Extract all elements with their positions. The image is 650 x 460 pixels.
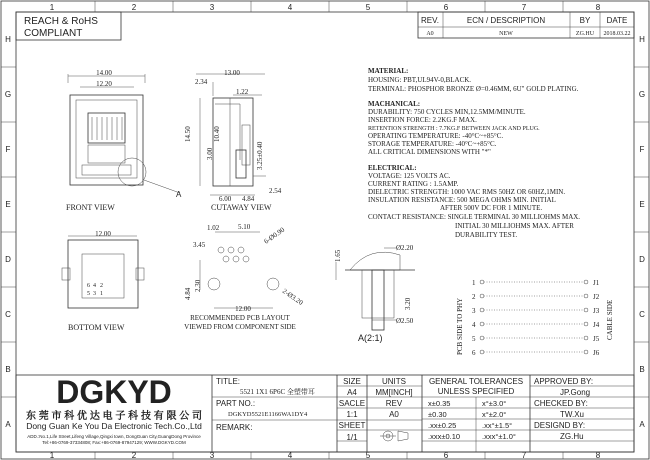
- schematic-left-pin: 1: [472, 279, 476, 287]
- date-value: 2018.03.22: [603, 31, 631, 37]
- mechanical-line: RETENTION STRENGTH : 7.7KG.F BETWEEN JACK AND PLUG.: [368, 126, 540, 132]
- grid-col-label: 8: [595, 451, 601, 460]
- detail-a: [334, 244, 415, 343]
- mechanical-title: MACHANICAL:: [368, 100, 421, 108]
- specifications: [368, 67, 580, 239]
- schematic-left-pin: 2: [472, 293, 476, 301]
- grid-row-label: G: [638, 90, 646, 99]
- bottom-view-caption: BOTTOM VIEW: [68, 323, 125, 332]
- front-dim-width: 14.00: [96, 69, 112, 77]
- tolerance-linear: .xx±0.25: [428, 421, 457, 430]
- cutaway-dim-6: 3.00: [206, 147, 214, 160]
- company-logo: DGKYD: [56, 374, 172, 410]
- by-header: BY: [579, 16, 591, 25]
- schematic: [456, 279, 614, 357]
- grid-row-label: A: [639, 420, 645, 429]
- rev-block-value: A0: [389, 410, 399, 419]
- sheet-value: 1/1: [346, 433, 358, 442]
- schematic-right-pin: J2: [593, 293, 600, 301]
- cutaway-view-caption: CUTAWAY VIEW: [211, 203, 272, 212]
- detail-dim-1: 1.65: [334, 249, 342, 262]
- tolerance-linear: x±0.35: [428, 399, 451, 408]
- grid-col-label: 1: [49, 3, 55, 12]
- pcb-dim-6: 4.84: [184, 287, 192, 300]
- pcb-layout: [184, 223, 305, 331]
- material-line: HOUSING: PBT,UL94V-0,BLACK.: [368, 76, 472, 84]
- tolerance-angular: .xxx°±1.0°: [482, 432, 516, 441]
- compliance-box: [16, 12, 121, 40]
- pcb-dim-7: 12.00: [235, 305, 251, 313]
- mechanical-line: DURABILITY: 750 CYCLES MIN,12.5MM/MINUTE.: [368, 108, 526, 116]
- ecn-value: NEW: [499, 31, 513, 37]
- grid-col-label: 5: [365, 451, 371, 460]
- cutaway-dim-4: 14.50: [184, 126, 192, 142]
- pcb-dim-5: 2.30: [194, 279, 202, 292]
- projection-symbol-icon: [380, 431, 408, 441]
- detail-marker: A: [176, 190, 182, 199]
- grid-row-label: F: [5, 145, 11, 154]
- material-title: MATERIAL:: [368, 67, 409, 75]
- front-view-caption: FRONT VIEW: [66, 203, 115, 212]
- front-dim-inner: 12.20: [96, 80, 112, 88]
- electrical-line: VOLTAGE: 125 VOLTS AC.: [368, 172, 451, 180]
- pcb-caption-1: RECOMMENDED PCB LAYOUT: [190, 314, 290, 322]
- pcb-dim-2: 5.10: [238, 223, 251, 231]
- grid-row-label: E: [5, 200, 11, 209]
- designed-value: ZG.Hu: [560, 432, 584, 441]
- scale-value: 1:1: [346, 410, 358, 419]
- schematic-left-pin: 3: [472, 307, 476, 315]
- part-no-value: DGKYD5521E1166WA1DY4: [228, 411, 308, 418]
- rev-value: A0: [426, 31, 434, 37]
- grid-col-label: 3: [209, 451, 215, 460]
- grid-col-label: 2: [131, 3, 137, 12]
- cutaway-dim-10: 2.54: [269, 187, 282, 195]
- tolerance-angular: x°±3.0°: [482, 399, 507, 408]
- grid-row-label: B: [5, 365, 11, 374]
- units-value: MM[INCH]: [375, 388, 413, 397]
- grid-row-label: H: [639, 35, 645, 44]
- title-label: TITLE:: [216, 377, 241, 386]
- part-no-label: PART NO.:: [216, 399, 256, 408]
- tolerance-linear: .xxx±0.10: [428, 432, 461, 441]
- bottom-dim-width: 12.00: [95, 230, 111, 238]
- grid-row-label: C: [5, 310, 11, 319]
- electrical-line: AFTER 500V DC FOR 1 MINUTE.: [440, 204, 543, 212]
- grid-col-label: 6: [443, 451, 449, 460]
- company-address: ADD.:No.1,Life Street,Lifeng Village,Qingxi town, DongGuan City,GuangDong Province: [27, 434, 201, 439]
- grid-row-label: A: [5, 420, 11, 429]
- designed-label: DESIGND BY:: [534, 421, 586, 430]
- grid-col-label: 5: [365, 3, 371, 12]
- electrical-line: INSULATION RESISTANCE: 500 MEGA OHMS MIN. INITIAL: [368, 196, 556, 204]
- material-line: TERMINAL: PHOSPHOR BRONZE Ø=0.46MM, 6U" GOLD PLATING.: [368, 85, 579, 93]
- detail-dim-2: Ø2.20: [396, 244, 414, 252]
- scale-label: SACLE: [338, 399, 366, 408]
- tolerance-title-2: UNLESS SPECIFIED: [437, 387, 515, 396]
- mechanical-line: INSERTION FORCE: 2.2KG.F MAX.: [368, 116, 477, 124]
- company-name-en: Dong Guan Ke You Da Electronic Tech.Co.,Ltd: [26, 421, 202, 431]
- cutaway-dim-8: 6.00: [219, 195, 232, 203]
- bottom-pin-label: 5: [87, 291, 90, 297]
- grid-row-label: B: [639, 365, 645, 374]
- tolerance-angular: x°±2.0°: [482, 410, 507, 419]
- schematic-left-pin: 5: [472, 335, 476, 343]
- schematic-right-pin: J3: [593, 307, 600, 315]
- revision-table: [418, 12, 634, 38]
- ecn-header: ECN / DESCRIPTION: [466, 16, 546, 25]
- schematic-right-pin: J4: [593, 321, 600, 329]
- grid-col-label: 8: [595, 3, 601, 12]
- electrical-line: CURRENT RATING : 1.5AMP.: [368, 180, 459, 188]
- electrical-line: CONTACT RESISTANCE: SINGLE TERMINAL 30 MILLIOHMS MAX.: [368, 213, 581, 221]
- front-view: [66, 69, 182, 212]
- grid-row-label: F: [639, 145, 645, 154]
- grid-row-label: H: [5, 35, 11, 44]
- bottom-pin-label: 3: [93, 291, 96, 297]
- grid-row-label: C: [639, 310, 645, 319]
- grid-col-label: 2: [131, 451, 137, 460]
- sheet-label: SHEET: [338, 421, 366, 430]
- checked-value: TW.Xu: [560, 410, 585, 419]
- cutaway-dim-3: 1.22: [236, 88, 249, 96]
- cutaway-dim-7: 3.25±0.40: [256, 141, 264, 170]
- grid-col-label: 6: [443, 3, 449, 12]
- electrical-line: DURABILITY TEST.: [455, 231, 518, 239]
- grid-col-label: 1: [49, 451, 55, 460]
- units-label: UNITS: [382, 377, 406, 386]
- cutaway-dim-2: 2.34: [195, 78, 208, 86]
- pcb-dim-3: 3.45: [193, 241, 206, 249]
- tolerance-title-1: GENERAL TOLERANCES: [428, 377, 524, 386]
- mechanical-line: OPERATING TEMPERATURE: -40°C~+85°C.: [368, 132, 504, 140]
- tolerance-angular: .xx°±1.5°: [482, 421, 513, 430]
- remark-label: REMARK:: [216, 423, 253, 432]
- cutaway-view: [184, 69, 282, 212]
- company-name-cn: 东 莞 市 科 优 达 电 子 科 技 有 限 公 司: [25, 411, 203, 422]
- rev-label: REV: [385, 399, 403, 408]
- cutaway-dim-9: 4.84: [242, 195, 255, 203]
- grid-col-label: 4: [287, 451, 293, 460]
- mechanical-line: STORAGE TEMPERATURE: -40°C~+85°C.: [368, 140, 497, 148]
- pcb-dim-4: 6-Ø0.90: [262, 225, 287, 246]
- size-value: A4: [347, 388, 357, 397]
- detail-caption: A(2:1): [358, 333, 383, 343]
- pcb-caption-2: VIEWED FROM COMPONENT SIDE: [184, 323, 296, 331]
- checked-label: CHECKED BY:: [534, 399, 588, 408]
- grid-row-label: D: [639, 255, 645, 264]
- approved-label: APPROVED BY:: [534, 377, 594, 386]
- grid-col-label: 7: [521, 451, 527, 460]
- by-value: ZG.HU: [575, 31, 595, 37]
- bottom-pin-label: 1: [100, 291, 103, 297]
- grid-col-label: 7: [521, 3, 527, 12]
- grid-col-label: 4: [287, 3, 293, 12]
- bottom-view: [62, 230, 144, 332]
- grid-row-label: G: [4, 90, 12, 99]
- pcb-dim-8: 2-Ø3.20: [280, 287, 305, 307]
- cable-side-label: CABLE SIDE: [606, 299, 614, 340]
- cutaway-dim-1: 13.00: [224, 69, 240, 77]
- electrical-line: INITIAL 30 MILLIOHMS MAX. AFTER: [455, 222, 574, 230]
- electrical-line: DIELECTRIC STRENGTH: 1000 VAC RMS 50HZ OR 60HZ,1MIN.: [368, 188, 566, 196]
- compliance-line-1: REACH & RoHS: [24, 16, 98, 27]
- grid-row-label: D: [5, 255, 11, 264]
- pcb-dim-1: 1.02: [207, 224, 220, 232]
- schematic-left-pin: 6: [472, 349, 476, 357]
- detail-dim-3: 3.20: [404, 297, 412, 310]
- detail-dim-4: Ø2.50: [396, 317, 414, 325]
- pcb-side-label: PCB SIDE TO PHY: [456, 297, 464, 355]
- schematic-left-pin: 4: [472, 321, 476, 329]
- grid-col-label: 3: [209, 3, 215, 12]
- size-label: SIZE: [343, 377, 361, 386]
- cutaway-dim-5: 10.40: [213, 126, 221, 142]
- date-header: DATE: [606, 16, 628, 25]
- tolerance-linear: ±0.30: [428, 410, 447, 419]
- schematic-right-pin: J5: [593, 335, 600, 343]
- schematic-right-pin: J6: [593, 349, 600, 357]
- bottom-pin-label: 2: [100, 283, 103, 289]
- approved-value: JP.Gong: [560, 388, 591, 397]
- title-value: 5521 1X1 6P6C 全塑带耳: [240, 388, 315, 396]
- title-block: [16, 374, 634, 452]
- mechanical-line: ALL CRITICAL DIMENSIONS WITH "*": [368, 148, 491, 156]
- bottom-pin-label: 6: [87, 283, 90, 289]
- compliance-line-2: COMPLIANT: [24, 28, 83, 39]
- schematic-right-pin: J1: [593, 279, 600, 287]
- grid-row-label: E: [639, 200, 645, 209]
- bottom-pin-label: 4: [93, 283, 96, 289]
- rev-header: REV.: [421, 16, 439, 25]
- company-contact: Tel:+86-0769-37334808; Fax:+86-0769-87947129; WWW.DGKYD.COM: [42, 440, 186, 445]
- electrical-title: ELECTRICAL:: [368, 164, 417, 172]
